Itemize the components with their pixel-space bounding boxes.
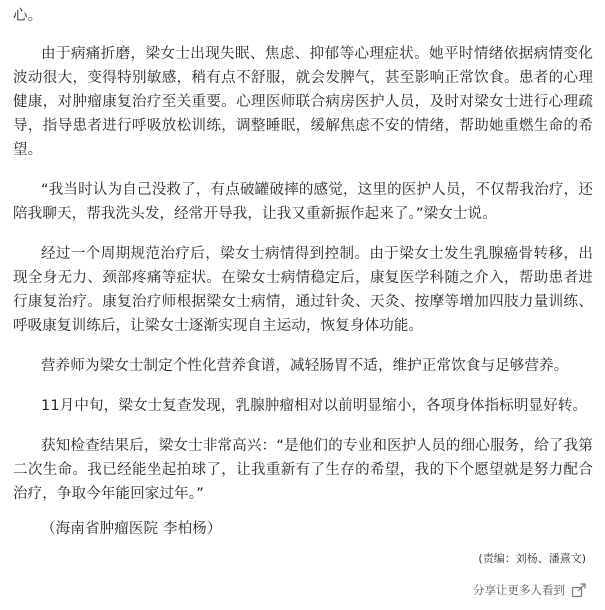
article-paragraph: 心。 <box>13 8 43 24</box>
share-label[interactable]: 分享让更多人看到 <box>473 583 565 597</box>
article-paragraph: 11月中旬，梁女士复查发现，乳腺肿瘤相对以前明显缩小，各项身体指标明显好转。 <box>41 398 588 414</box>
article-paragraph: “我当时认为自己没救了，有点破罐破摔的感觉，这里的医护人员，不仅帮我治疗，还陪我聊天，帮我洗头发，经常开导我，让我又重新振作起来了。”梁女士说。 <box>13 182 593 222</box>
article-paragraph: 营养师为梁女士制定个性化营养食谱，减轻肠胃不适，维护正常饮食与足够营养。 <box>41 358 569 374</box>
article-paragraph: 由于病痛折磨，梁女士出现失眠、焦虑、抑郁等心理症状。她平时情绪依据病情变化波动很大，变得特别敏感，稍有点不舒服，就会发脾气，甚至影响正常饮食。患者的心理健康，对肿瘤康复治疗至关重要。心理医师联合病房医护人员，及时对梁女士进行心理疏导，指导患者进行呼吸放松训练，调整睡眠，缓解焦虑不安的情绪，帮助她重燃生命的希望。 <box>13 46 593 158</box>
share-bar[interactable] <box>473 582 587 598</box>
editor-credit: (责编：刘杨、潘熹文) <box>478 552 586 565</box>
article-body <box>13 4 593 506</box>
share-icon[interactable] <box>571 582 587 598</box>
article-paragraph: 获知检查结果后，梁女士非常高兴：“是他们的专业和医护人员的细心服务，给了我第二次生命。我已经能坐起拍球了，让我重新有了生存的希望，我的下个愿望就是努力配合治疗，争取今年能回家过年。” <box>13 438 593 502</box>
article-source: （海南省肿瘤医院 李柏杨） <box>41 521 222 537</box>
article-paragraph: 经过一个周期规范治疗后，梁女士病情得到控制。由于梁女士发生乳腺癌骨转移，出现全身无力、颈部疼痛等症状。在梁女士病情稳定后，康复医学科随之介入，帮助患者进行康复治疗。康复治疗师根据梁女士病情，通过针灸、天灸、按摩等增加四肢力量训练、呼吸康复训练后，让梁女士逐渐实现自主运动，恢复身体功能。 <box>13 246 593 334</box>
